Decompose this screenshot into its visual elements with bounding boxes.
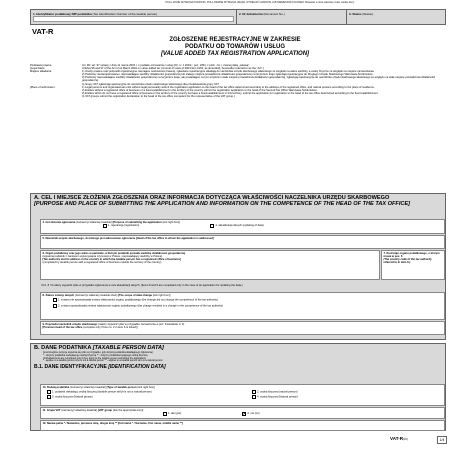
page-number: 1/4: [437, 436, 447, 444]
status-label: 3. Status: [349, 12, 362, 16]
purpose-field: 4. Cel złożenia zgłoszenia (zaznaczyć właściwy kwadrat) [Purpose of submitting the application (tick right box)] 1. rejestracja (registration) 2. aktualizacja danych (updating of data): [40, 219, 445, 234]
section-b-title-en: [TAXABLE PERSON DATA]: [92, 345, 164, 351]
section-b1-title: B.1. DANE IDENTYFIKACYJNE [IDENTIFICATION DATA]: [34, 364, 166, 371]
full-name-field[interactable]: 12. Nazwa pełna * / Nazwisko, pierwsze imię, drugie imię ** [Full name * / Surname, first name, middle name **]: [40, 420, 445, 431]
header-instruction-note: POLA JASNE WYPEŁNIA PODATNIK, POLA CIEMNE WYPEŁNIA URZĄD. WYPEŁNIĆ CZARNYM LUB NIEBIESKIM KOLOREM. Wstawiać w okna właściwe znaki, wielkie litery.: [165, 1, 355, 4]
identification-row: [30, 9, 446, 25]
taxpayer-type-option-2[interactable]: 2. osoba fizyczna (natural person): [252, 390, 298, 394]
legal-row: [Legal basis: Articles 96 and 97 of the Act of 11 March 2004 on value added tax (Journal of Laws of 2004 item 1054, as amended), hereinafter referred to as the “Act”.]: [30, 67, 264, 71]
taxpayer-type-options-row-2: [47, 395, 443, 399]
section-a-title-en: [PURPOSE AND PLACE OF SUBMITTING THE APPLICATION AND INFORMATION ON THE COMPETENCE OF THE HEAD OF THE TAX OFFICE]: [34, 201, 411, 207]
update-note: Poz. 8 i 9 należy wypełnić tylko w przypadku zgłoszenia w celu aktualizacji danych. [Items 8 and 9 are completed only in the case of an application for updating the data.]: [40, 283, 445, 291]
form-title-line-1: ZGŁOSZENIE REJESTRACYJNE W ZAKRESIE: [169, 37, 301, 43]
checkbox[interactable]: [53, 304, 57, 308]
legal-row: 4) Grupy VAT zgłaszają rejestracyjnie do naczelnika urzędu skarbowego właściwego dla przedstawiciela grupy VAT.: [82, 82, 220, 86]
checkbox[interactable]: [47, 390, 51, 394]
checkbox[interactable]: [163, 412, 167, 416]
tax-authority-field[interactable]: 6. Organ podatkowy oraz jego adres w państwie, w którym podatnik posiada siedzibę działalności gospodarczej (wypełnia podatnik z zamiarem wykonywania czynności w Polsce, nieposiadający siedziby w Polsce) [Tax authority and its address in the country in which the taxable person has a registered office of business] (completed by taxable person with a registered office of business outside the territory of the country): [40, 250, 380, 280]
form-title-line-2: PODATKU OD TOWARÓW I USŁUG: [184, 44, 286, 50]
nip-label: 1. Identyfikator podatkowy NIP podatnika: [33, 12, 92, 16]
legal-basis-block: [30, 64, 446, 98]
checkbox[interactable]: [252, 395, 256, 399]
nip-input[interactable]: [33, 16, 234, 22]
nip-field[interactable]: [31, 10, 237, 24]
legal-row: Miejsce składania 1) Osoby prawne oraz jednostki organizacyjne niemające osobowości prawnej, zgłaszane rejestracyjnie składają do naczelnika urzędu skarbowego właściwego ze względu na adres siedziby, a osoby fizyczne ze względu na miejsce zamieszkania.: [30, 70, 375, 74]
purpose-option-registration[interactable]: 1. rejestracja (registration): [103, 224, 140, 227]
legal-row: 3) Podmioty nieposiadające siedziby działalności gospodarczej na terytorium kraju, ale posiadające na tym terytorium stałe miejsce prowadzenia działalności gospodarczej, zgłaszają rejestracyjnie do naczelnika urzędu skarbowego właściwego ze względu na stałe miejsce prowadzenia działalności gospodarczej.: [82, 76, 436, 83]
status-label-en: (Status): [362, 12, 373, 16]
section-a-title: A. CEL I MIEJSCE ZŁOŻENIA ZGŁOSZENIA ORAZ INFORMACJA DOTYCZĄCA WŁAŚCIWOŚCI NACZELNIKA URZĘDU SKARBOWEGO [PURPOSE AND PLACE OF SUBMITTING THE APPLICATION AND INFORMATION ON THE COMPETENCE OF THE HEAD OF THE TAX OFFICE]: [34, 195, 411, 207]
vat-group-option-no[interactable]: ✕ 2. nie (no): [242, 412, 260, 415]
form-title: [120, 37, 350, 58]
country-code-field[interactable]: 7. Kod kraju organu podatkowego, o którym mowa w poz. 6 (The country code of the tax authority referred to in item 6.): [381, 250, 445, 280]
taxpayer-type-options-row-1: [47, 390, 443, 394]
section-b-title: B. DANE PODATNIKA [TAXABLE PERSON DATA]: [34, 345, 164, 351]
footer-form-code: VAT-R(16): [390, 436, 408, 441]
checkbox[interactable]: [103, 224, 107, 228]
checkbox[interactable]: [252, 390, 256, 394]
document-number-field: [237, 10, 347, 24]
vat-group-option-yes[interactable]: 1. tak (yes): [163, 412, 182, 415]
vat-group-field: 11. Grupa VAT (zaznaczyć właściwy kwadrat) [VAT group (tick the appropriate box)] 1. tak (yes) ✕ 2. nie (no): [40, 407, 445, 419]
legal-row: 3) Entities which do not have a registered office of business in the territory of the country but have a fixed establishment in this territory, submit the application for registration to the head of the tax office determined according to the fixed establishment.: [82, 91, 379, 95]
legal-row: Podstawa prawna Art. 96 i art. 97 ustawy z dnia 11 marca 2004 r. o podatku od towarów i usług (Dz. U. z 2004 r. poz. 1054, z późn. zm.), zwanej dalej „ustawą”.: [30, 64, 250, 67]
tax-office-field[interactable]: 5. Naczelnik urzędu skarbowego, do którego jest adresowane zgłoszenie [Head of the tax office to whom the application is addressed]: [40, 235, 445, 249]
checkbox[interactable]: [47, 395, 51, 399]
taxpayer-type-option-3[interactable]: 3. osoba fizyczna (Natural person): [47, 395, 252, 399]
nip-label-en: (Tax Identification Number of the taxable person): [92, 12, 158, 16]
legal-row: 2) Entities without a registered office of business or a fixed establishment in the territory of the country submit the registration application to the head of the Second Tax Office Warszawa-Śródmieście.: [82, 88, 318, 92]
form-code: VAT-R: [32, 27, 54, 36]
checkbox[interactable]: [53, 298, 57, 302]
legal-row: [Place of submission: 1) Legal persons and organisational units without legal personality submit the registration application to the head of the tax office determined according to the address of the registered office, and natural persons according to the place of residence.: [30, 85, 375, 89]
legal-row: 2) Podmioty niezarejestrowane i nieposiadające siedziby działalności gospodarczej lub stałego miejsca prowadzenia działalności gospodarczej na terytorium kraju zgłaszają rejestracyjnie do Drugiego Urzędu Skarbowego Warszawa-Śródmieście.: [82, 73, 374, 77]
taxpayer-type-field: 10. Rodzaj podatnika (zaznaczyć właściwy kwadrat) [Type of taxable person (tick right box)] 1. podatnik niebędący osobą fizyczną (taxable person which is not a natural person) 2. osoba fizyczna (natural person) 3. osoba fizyczna (Natural person) 4. osoba fizyczna (Natural person): [40, 384, 445, 406]
form-title-line-3: [VALUE ADDED TAX REGISTRATION APPLICATION]: [160, 51, 310, 57]
checkbox[interactable]: [210, 224, 214, 228]
status-field: [347, 10, 445, 24]
checked-checkbox[interactable]: [242, 412, 246, 416]
section-b-notes: (poszczególne pozycje wypełnia się tylko w przypadku, gdy dotyczą podatnika składającego zgłoszenie) * - dotyczy podatnika niebędącego osobą fizyczną ** - dotyczy podatnika będącego osobą fizyczną (Individual items are completed only if they apply to the taxable person submitting the application) * - applies to a taxable person who is not a natural person ** - applies to a taxable person who is a natural person: [43, 351, 163, 363]
previous-tax-office-field[interactable]: 9. Poprzedni naczelnik urzędu skarbowego (należy wypełnić tylko w przypadku zaznaczenia w poz. 8 kwadratu nr 2) [Previous head of the tax office (complete only if box no. 2 in item 8 is ticked)]: [40, 321, 445, 335]
document-number-label: 2. Nr dokumentu: [239, 12, 263, 16]
change-scope-option-2[interactable]: 2. zmiana spowodowała zmianę właściwości organu podatkowego (the change resulted in a change in the competence of the tax authority): [53, 304, 443, 308]
taxpayer-type-option-4[interactable]: 4. osoba fizyczna (Natural person): [252, 395, 298, 399]
legal-row: 4) VAT groups submit the registration declaration to the head of the tax office competent for the representative of the VAT group.]: [82, 94, 235, 98]
change-scope-field: 8. Zakres zmiany danych (zaznaczyć właściwy kwadrat obok) [The scope of data change (tick right box)] 1. zmiana nie spowodowała zmiany właściwości organu podatkowego (the change did not change the competence of the tax authority) 2. zmiana spowodowała zmianę właściwości organu podatkowego (the change resulted in a change in the competence of the tax authority): [40, 292, 445, 320]
purpose-option-update[interactable]: 2. aktualizacja danych (updating of data): [210, 224, 264, 227]
taxpayer-type-option-1[interactable]: 1. podatnik niebędący osobą fizyczną (taxable person which is not a natural person): [47, 390, 252, 394]
section-b1-title-en: [IDENTIFICATION DATA]: [108, 364, 166, 371]
change-scope-option-1[interactable]: 1. zmiana nie spowodowała zmiany właściwości organu podatkowego (the change did not change the competence of the tax authority): [53, 298, 443, 302]
document-number-label-en: (Document No.): [263, 12, 285, 16]
